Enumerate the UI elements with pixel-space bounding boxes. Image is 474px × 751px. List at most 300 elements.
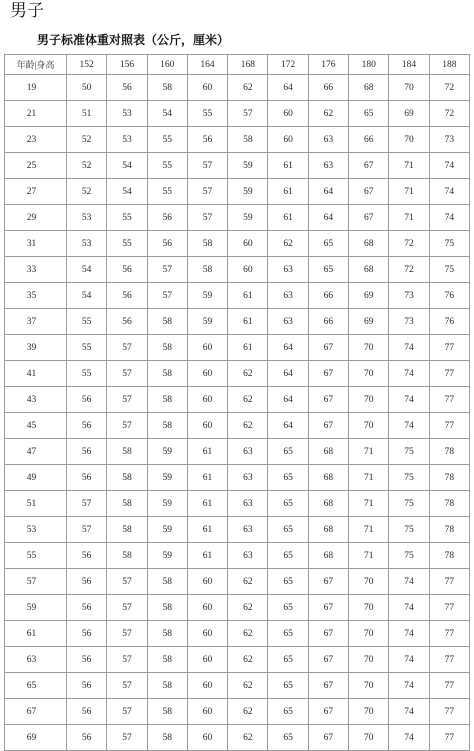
weight-cell: 57 — [187, 153, 227, 179]
weight-cell: 72 — [389, 257, 429, 283]
table-row — [5, 231, 470, 257]
weight-cell: 57 — [107, 725, 147, 751]
weight-cell: 63 — [228, 465, 268, 491]
weight-cell: 74 — [389, 621, 429, 647]
weight-cell: 66 — [308, 75, 348, 101]
weight-cell: 60 — [187, 699, 227, 725]
height-header: 180 — [349, 55, 389, 75]
table-row — [5, 387, 470, 413]
weight-cell: 67 — [308, 621, 348, 647]
weight-cell: 61 — [187, 465, 227, 491]
weight-cell: 70 — [349, 387, 389, 413]
weight-cell: 65 — [268, 569, 308, 595]
weight-cell: 68 — [349, 231, 389, 257]
table-row — [5, 101, 470, 127]
weight-cell: 56 — [147, 231, 187, 257]
weight-cell: 58 — [107, 491, 147, 517]
height-header: 176 — [308, 55, 348, 75]
weight-cell: 67 — [308, 647, 348, 673]
weight-cell: 60 — [187, 595, 227, 621]
weight-cell: 60 — [187, 413, 227, 439]
age-cell: 57 — [5, 569, 67, 595]
table-row — [5, 309, 470, 335]
weight-cell: 56 — [67, 569, 107, 595]
weight-cell: 57 — [67, 517, 107, 543]
weight-cell: 63 — [308, 153, 348, 179]
weight-cell: 65 — [268, 543, 308, 569]
weight-cell: 71 — [349, 465, 389, 491]
weight-cell: 54 — [147, 101, 187, 127]
age-cell: 59 — [5, 595, 67, 621]
table-row — [5, 699, 470, 725]
weight-cell: 60 — [187, 647, 227, 673]
weight-cell: 60 — [187, 387, 227, 413]
table-row — [5, 335, 470, 361]
weight-cell: 59 — [228, 153, 268, 179]
age-cell: 21 — [5, 101, 67, 127]
weight-cell: 59 — [187, 283, 227, 309]
weight-cell: 74 — [389, 569, 429, 595]
weight-cell: 65 — [268, 621, 308, 647]
weight-cell: 60 — [228, 231, 268, 257]
weight-cell: 58 — [147, 361, 187, 387]
age-cell: 61 — [5, 621, 67, 647]
table-row — [5, 725, 470, 751]
weight-cell: 55 — [147, 153, 187, 179]
weight-cell: 74 — [389, 673, 429, 699]
weight-cell: 53 — [67, 231, 107, 257]
weight-cell: 59 — [147, 517, 187, 543]
table-row — [5, 569, 470, 595]
weight-cell: 64 — [308, 179, 348, 205]
weight-cell: 56 — [107, 75, 147, 101]
weight-cell: 71 — [389, 179, 429, 205]
weight-cell: 62 — [228, 387, 268, 413]
weight-cell: 54 — [67, 257, 107, 283]
weight-cell: 60 — [228, 257, 268, 283]
weight-cell: 63 — [308, 127, 348, 153]
weight-cell: 61 — [268, 205, 308, 231]
weight-cell: 61 — [268, 179, 308, 205]
weight-cell: 57 — [107, 673, 147, 699]
weight-cell: 56 — [67, 621, 107, 647]
weight-cell: 62 — [228, 621, 268, 647]
weight-cell: 68 — [308, 439, 348, 465]
weight-cell: 58 — [147, 75, 187, 101]
weight-cell: 58 — [147, 621, 187, 647]
weight-cell: 69 — [389, 101, 429, 127]
weight-cell: 61 — [187, 517, 227, 543]
weight-cell: 58 — [147, 673, 187, 699]
weight-cell: 65 — [268, 647, 308, 673]
weight-cell: 60 — [187, 725, 227, 751]
weight-cell: 55 — [147, 127, 187, 153]
weight-cell: 61 — [268, 153, 308, 179]
table-row — [5, 127, 470, 153]
weight-cell: 77 — [429, 699, 469, 725]
height-header: 168 — [228, 55, 268, 75]
weight-cell: 58 — [147, 309, 187, 335]
weight-cell: 77 — [429, 387, 469, 413]
age-cell: 65 — [5, 673, 67, 699]
weight-cell: 77 — [429, 361, 469, 387]
weight-cell: 71 — [349, 491, 389, 517]
weight-cell: 62 — [228, 725, 268, 751]
weight-cell: 67 — [308, 335, 348, 361]
weight-cell: 59 — [147, 439, 187, 465]
age-cell: 33 — [5, 257, 67, 283]
weight-cell: 70 — [349, 647, 389, 673]
table-row — [5, 647, 470, 673]
age-cell: 45 — [5, 413, 67, 439]
weight-cell: 64 — [308, 205, 348, 231]
table-row — [5, 439, 470, 465]
weight-cell: 57 — [107, 647, 147, 673]
header-row — [5, 55, 470, 75]
table-row — [5, 543, 470, 569]
weight-cell: 58 — [147, 725, 187, 751]
weight-cell: 58 — [187, 231, 227, 257]
weight-cell: 65 — [268, 517, 308, 543]
weight-cell: 74 — [389, 647, 429, 673]
weight-cell: 67 — [308, 569, 348, 595]
table-row — [5, 179, 470, 205]
table-row — [5, 517, 470, 543]
weight-cell: 76 — [429, 283, 469, 309]
weight-cell: 63 — [228, 491, 268, 517]
weight-cell: 75 — [429, 231, 469, 257]
weight-cell: 56 — [67, 673, 107, 699]
weight-cell: 54 — [107, 179, 147, 205]
table-row — [5, 257, 470, 283]
weight-cell: 56 — [107, 309, 147, 335]
weight-cell: 54 — [67, 283, 107, 309]
weight-cell: 62 — [228, 569, 268, 595]
height-header: 172 — [268, 55, 308, 75]
weight-cell: 61 — [228, 335, 268, 361]
weight-cell: 63 — [228, 543, 268, 569]
weight-cell: 70 — [349, 621, 389, 647]
height-header: 156 — [107, 55, 147, 75]
weight-cell: 77 — [429, 673, 469, 699]
age-cell: 55 — [5, 543, 67, 569]
weight-cell: 56 — [67, 595, 107, 621]
weight-cell: 66 — [308, 309, 348, 335]
weight-cell: 67 — [308, 699, 348, 725]
weight-cell: 70 — [389, 127, 429, 153]
weight-cell: 57 — [187, 205, 227, 231]
weight-cell: 56 — [67, 647, 107, 673]
weight-cell: 77 — [429, 413, 469, 439]
weight-cell: 57 — [187, 179, 227, 205]
weight-cell: 74 — [429, 153, 469, 179]
weight-cell: 68 — [308, 517, 348, 543]
weight-cell: 57 — [107, 335, 147, 361]
weight-cell: 70 — [349, 699, 389, 725]
age-cell: 63 — [5, 647, 67, 673]
weight-cell: 73 — [429, 127, 469, 153]
weight-cell: 57 — [107, 413, 147, 439]
weight-cell: 75 — [389, 491, 429, 517]
weight-cell: 67 — [308, 725, 348, 751]
weight-cell: 59 — [147, 491, 187, 517]
weight-cell: 63 — [268, 257, 308, 283]
weight-cell: 65 — [308, 231, 348, 257]
weight-cell: 78 — [429, 517, 469, 543]
weight-cell: 67 — [308, 413, 348, 439]
weight-cell: 62 — [228, 361, 268, 387]
weight-cell: 70 — [349, 569, 389, 595]
weight-cell: 65 — [268, 699, 308, 725]
age-cell: 19 — [5, 75, 67, 101]
age-cell: 43 — [5, 387, 67, 413]
weight-cell: 70 — [349, 673, 389, 699]
weight-cell: 68 — [349, 257, 389, 283]
weight-cell: 77 — [429, 595, 469, 621]
weight-cell: 73 — [389, 283, 429, 309]
weight-cell: 64 — [268, 413, 308, 439]
height-header: 152 — [67, 55, 107, 75]
weight-cell: 77 — [429, 335, 469, 361]
weight-cell: 70 — [389, 75, 429, 101]
weight-cell: 51 — [67, 101, 107, 127]
weight-cell: 55 — [67, 361, 107, 387]
weight-cell: 61 — [187, 439, 227, 465]
weight-cell: 71 — [349, 439, 389, 465]
weight-cell: 57 — [107, 621, 147, 647]
weight-cell: 72 — [429, 75, 469, 101]
weight-cell: 68 — [308, 491, 348, 517]
weight-cell: 53 — [107, 101, 147, 127]
weight-cell: 74 — [429, 179, 469, 205]
weight-cell: 57 — [67, 491, 107, 517]
weight-cell: 57 — [107, 569, 147, 595]
weight-cell: 68 — [308, 465, 348, 491]
weight-cell: 59 — [187, 309, 227, 335]
age-cell: 51 — [5, 491, 67, 517]
weight-cell: 60 — [187, 569, 227, 595]
weight-cell: 75 — [389, 439, 429, 465]
weight-cell: 69 — [349, 309, 389, 335]
weight-cell: 72 — [389, 231, 429, 257]
weight-cell: 70 — [349, 413, 389, 439]
height-header: 160 — [147, 55, 187, 75]
table-row — [5, 361, 470, 387]
weight-cell: 54 — [107, 153, 147, 179]
table-title: 男子标准体重对照表（公斤，厘米） — [37, 33, 230, 47]
table-row — [5, 621, 470, 647]
weight-cell: 58 — [107, 439, 147, 465]
table-row — [5, 153, 470, 179]
weight-cell: 60 — [187, 621, 227, 647]
weight-cell: 52 — [67, 179, 107, 205]
weight-cell: 62 — [228, 699, 268, 725]
weight-cell: 59 — [228, 205, 268, 231]
weight-cell: 60 — [268, 101, 308, 127]
weight-cell: 55 — [187, 101, 227, 127]
weight-cell: 58 — [107, 543, 147, 569]
table-row — [5, 75, 470, 101]
page-heading: 男子 — [10, 1, 44, 21]
weight-cell: 58 — [147, 699, 187, 725]
weight-cell: 74 — [389, 699, 429, 725]
weight-cell: 74 — [429, 205, 469, 231]
age-cell: 53 — [5, 517, 67, 543]
weight-cell: 53 — [107, 127, 147, 153]
weight-cell: 58 — [107, 465, 147, 491]
weight-cell: 55 — [107, 205, 147, 231]
weight-cell: 65 — [349, 101, 389, 127]
weight-cell: 57 — [228, 101, 268, 127]
weight-cell: 67 — [308, 361, 348, 387]
weight-cell: 64 — [268, 387, 308, 413]
age-cell: 25 — [5, 153, 67, 179]
weight-cell: 56 — [107, 283, 147, 309]
weight-cell: 56 — [107, 257, 147, 283]
weight-cell: 66 — [349, 127, 389, 153]
weight-cell: 70 — [349, 725, 389, 751]
weight-cell: 56 — [67, 725, 107, 751]
weight-cell: 71 — [389, 153, 429, 179]
weight-cell: 70 — [349, 361, 389, 387]
weight-cell: 63 — [268, 309, 308, 335]
weight-cell: 70 — [349, 595, 389, 621]
table-row — [5, 595, 470, 621]
age-cell: 35 — [5, 283, 67, 309]
height-header: 188 — [429, 55, 469, 75]
weight-cell: 57 — [147, 283, 187, 309]
weight-cell: 78 — [429, 439, 469, 465]
weight-cell: 69 — [349, 283, 389, 309]
weight-cell: 75 — [429, 257, 469, 283]
age-cell: 31 — [5, 231, 67, 257]
weight-cell: 65 — [268, 491, 308, 517]
weight-cell: 58 — [228, 127, 268, 153]
weight-cell: 60 — [268, 127, 308, 153]
weight-cell: 77 — [429, 569, 469, 595]
weight-table — [4, 54, 470, 751]
weight-cell: 61 — [187, 543, 227, 569]
weight-cell: 75 — [389, 543, 429, 569]
weight-cell: 57 — [107, 387, 147, 413]
weight-cell: 77 — [429, 647, 469, 673]
weight-cell: 58 — [107, 517, 147, 543]
weight-cell: 75 — [389, 465, 429, 491]
weight-cell: 62 — [228, 595, 268, 621]
weight-cell: 78 — [429, 465, 469, 491]
weight-cell: 78 — [429, 491, 469, 517]
table-row — [5, 205, 470, 231]
age-cell: 67 — [5, 699, 67, 725]
weight-cell: 65 — [308, 257, 348, 283]
weight-cell: 68 — [349, 75, 389, 101]
weight-cell: 61 — [228, 309, 268, 335]
corner-header: 年龄|身高 — [5, 55, 67, 75]
age-cell: 49 — [5, 465, 67, 491]
weight-cell: 64 — [268, 361, 308, 387]
weight-cell: 65 — [268, 439, 308, 465]
weight-cell: 55 — [67, 309, 107, 335]
weight-cell: 56 — [67, 465, 107, 491]
age-cell: 27 — [5, 179, 67, 205]
weight-cell: 56 — [67, 699, 107, 725]
weight-cell: 57 — [107, 699, 147, 725]
weight-cell: 67 — [349, 153, 389, 179]
weight-cell: 67 — [308, 673, 348, 699]
weight-cell: 52 — [67, 153, 107, 179]
weight-cell: 57 — [147, 257, 187, 283]
weight-cell: 66 — [308, 283, 348, 309]
table-row — [5, 491, 470, 517]
weight-cell: 73 — [389, 309, 429, 335]
weight-cell: 57 — [107, 361, 147, 387]
weight-cell: 71 — [349, 517, 389, 543]
age-cell: 47 — [5, 439, 67, 465]
weight-cell: 64 — [268, 335, 308, 361]
weight-cell: 56 — [187, 127, 227, 153]
weight-cell: 56 — [67, 387, 107, 413]
weight-cell: 62 — [228, 75, 268, 101]
weight-cell: 67 — [349, 205, 389, 231]
weight-cell: 77 — [429, 621, 469, 647]
weight-cell: 57 — [107, 595, 147, 621]
weight-cell: 58 — [147, 595, 187, 621]
weight-cell: 65 — [268, 673, 308, 699]
weight-cell: 74 — [389, 595, 429, 621]
weight-cell: 52 — [67, 127, 107, 153]
table-body — [5, 75, 470, 751]
weight-cell: 59 — [147, 465, 187, 491]
weight-cell: 62 — [228, 647, 268, 673]
weight-cell: 67 — [308, 595, 348, 621]
height-header: 184 — [389, 55, 429, 75]
weight-cell: 62 — [228, 413, 268, 439]
weight-cell: 56 — [67, 543, 107, 569]
age-cell: 29 — [5, 205, 67, 231]
weight-cell: 55 — [107, 231, 147, 257]
weight-cell: 67 — [308, 387, 348, 413]
weight-cell: 62 — [268, 231, 308, 257]
weight-cell: 74 — [389, 413, 429, 439]
weight-cell: 62 — [228, 673, 268, 699]
weight-cell: 56 — [67, 439, 107, 465]
weight-cell: 76 — [429, 309, 469, 335]
age-cell: 23 — [5, 127, 67, 153]
weight-cell: 74 — [389, 387, 429, 413]
age-cell: 39 — [5, 335, 67, 361]
weight-cell: 50 — [67, 75, 107, 101]
weight-cell: 65 — [268, 595, 308, 621]
weight-cell: 60 — [187, 335, 227, 361]
weight-cell: 58 — [147, 647, 187, 673]
weight-cell: 59 — [147, 543, 187, 569]
weight-cell: 65 — [268, 465, 308, 491]
weight-cell: 62 — [308, 101, 348, 127]
weight-cell: 67 — [349, 179, 389, 205]
weight-cell: 58 — [147, 569, 187, 595]
age-cell: 69 — [5, 725, 67, 751]
weight-cell: 58 — [147, 335, 187, 361]
table-row — [5, 465, 470, 491]
weight-cell: 58 — [147, 387, 187, 413]
weight-cell: 56 — [67, 413, 107, 439]
weight-cell: 61 — [187, 491, 227, 517]
weight-cell: 74 — [389, 361, 429, 387]
weight-cell: 60 — [187, 673, 227, 699]
weight-cell: 70 — [349, 335, 389, 361]
weight-cell: 59 — [228, 179, 268, 205]
weight-cell: 64 — [268, 75, 308, 101]
